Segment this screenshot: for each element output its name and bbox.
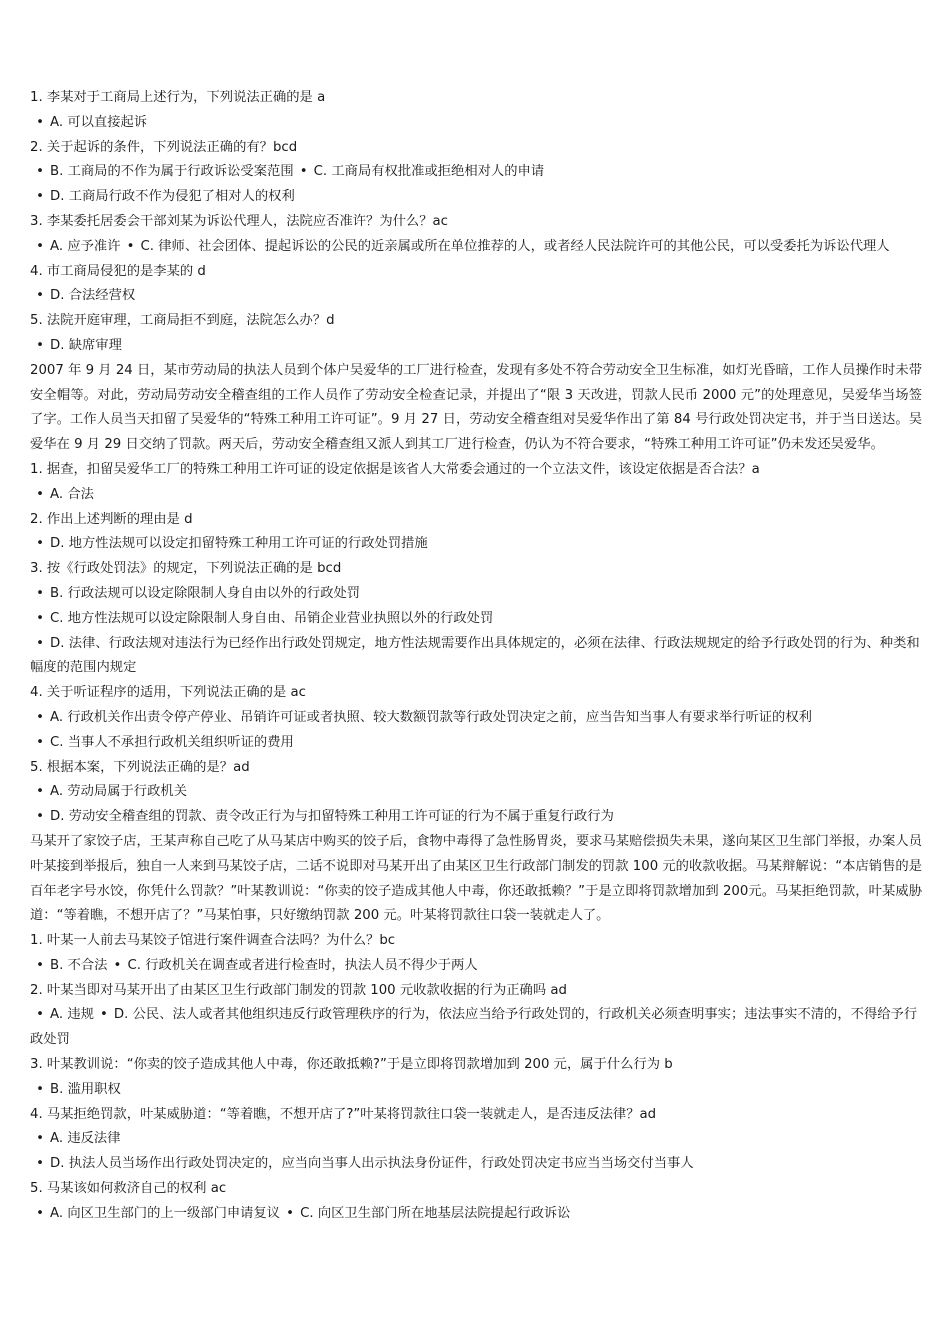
answer-option-line [30, 284, 922, 309]
bullet-icon: • [36, 809, 44, 825]
bullet-icon: • [126, 238, 135, 254]
question-text: 2. 作出上述判断的理由是 d [30, 511, 193, 527]
answer-option-text: A. 违规 [50, 1007, 94, 1023]
bullet-icon: • [100, 1007, 108, 1023]
question-line [30, 681, 922, 706]
question-line [30, 260, 922, 285]
question-line [30, 979, 922, 1004]
bullet-icon: • [36, 585, 44, 601]
bullet-icon: • [36, 486, 44, 502]
answer-option-line [30, 1127, 922, 1152]
question-line [30, 210, 922, 235]
question-text: 3. 按《行政处罚法》的规定，下列说法正确的是 bcd [30, 561, 342, 577]
answer-option-text: C. 地方性法规可以设定除限制人身自由、吊销企业营业执照以外的行政处罚 [50, 610, 494, 626]
question-line [30, 458, 922, 483]
answer-option-line [30, 632, 922, 682]
bullet-icon: • [36, 238, 44, 254]
bullet-icon: • [299, 164, 308, 180]
bullet-icon: • [36, 189, 44, 205]
answer-option-line [30, 780, 922, 805]
bullet-icon: • [36, 164, 44, 180]
bullet-icon: • [36, 709, 44, 725]
answer-option-line [30, 706, 922, 731]
case-paragraph [30, 359, 922, 458]
bullet-icon: • [36, 1131, 44, 1147]
question-text: 1. 据查，扣留吴爱华工厂的特殊工种用工许可证的设定依据是该省人大常委会通过的一个立法文件，该设定依据是否合法？a [30, 461, 760, 477]
answer-option-line [30, 607, 922, 632]
answer-option-text: D. 缺席审理 [50, 337, 122, 353]
bullet-icon: • [36, 1007, 44, 1023]
answer-option-line [30, 1202, 922, 1227]
answer-option-text: A. 向区卫生部门的上一级部门申请复议 [50, 1205, 281, 1221]
answer-option-text: C. 律师、社会团体、提起诉讼的公民的近亲属或所在单位推荐的人，或者经人民法院许可的其他公民，可以受委托为诉讼代理人 [140, 238, 890, 254]
answer-option-text: A. 违反法律 [50, 1131, 121, 1147]
question-text: 4. 关于听证程序的适用，下列说法正确的是 ac [30, 685, 306, 701]
question-line [30, 1103, 922, 1128]
bullet-icon: • [36, 610, 44, 626]
question-text: 2. 叶某当即对马某开出了由某区卫生行政部门制发的罚款 100 元收款收据的行为正确吗 ad [30, 982, 567, 998]
bullet-icon: • [36, 957, 44, 973]
answer-option-line [30, 532, 922, 557]
question-text: 4. 马某拒绝罚款，叶某威胁道：“等着瞧，不想开店了?”叶某将罚款往口袋一装就走人，是否违反法律？ad [30, 1106, 657, 1122]
question-text: 3. 叶某教训说：“你卖的饺子造成其他人中毒，你还敢抵赖?”于是立即将罚款增加到 200 元，属于什么行为 b [30, 1057, 673, 1073]
answer-option-text: B. 行政法规可以设定除限制人身自由以外的行政处罚 [50, 585, 361, 601]
question-line [30, 508, 922, 533]
answer-option-text: D. 工商局行政不作为侵犯了相对人的权利 [50, 189, 295, 205]
question-text: 2. 关于起诉的条件，下列说法正确的有？bcd [30, 139, 298, 155]
question-text: 3. 李某委托居委会干部刘某为诉讼代理人，法院应否准许？为什么？ac [30, 213, 448, 229]
answer-option-text: A. 劳动局属于行政机关 [50, 784, 187, 800]
answer-option-line [30, 235, 922, 260]
bullet-icon: • [36, 734, 44, 750]
bullet-icon: • [36, 1081, 44, 1097]
answer-option-text: D. 执法人员当场作出行政处罚决定的，应当向当事人出示执法身份证件，行政处罚决定书应当当场交付当事人 [50, 1156, 694, 1172]
answer-option-line [30, 185, 922, 210]
answer-option-text: B. 滥用职权 [50, 1081, 121, 1097]
bullet-icon: • [36, 1205, 44, 1221]
answer-option-line [30, 731, 922, 756]
question-line [30, 756, 922, 781]
question-line [30, 309, 922, 334]
bullet-icon: • [113, 957, 122, 973]
bullet-icon: • [36, 784, 44, 800]
answer-option-line [30, 954, 922, 979]
question-text: 1. 叶某一人前去马某饺子馆进行案件调查合法吗？为什么？bc [30, 933, 396, 949]
question-line [30, 1177, 922, 1202]
answer-option-line [30, 1003, 922, 1053]
question-text: 5. 法院开庭审理，工商局拒不到庭，法院怎么办？d [30, 313, 335, 329]
bullet-icon: • [36, 635, 44, 651]
question-line [30, 929, 922, 954]
answer-option-text: B. 工商局的不作为属于行政诉讼受案范围 [50, 164, 294, 180]
case-paragraph [30, 830, 922, 929]
answer-option-text: C. 向区卫生部门所在地基层法院提起行政诉讼 [300, 1205, 571, 1221]
question-line [30, 86, 922, 111]
bullet-icon: • [36, 1156, 44, 1172]
answer-option-text: D. 地方性法规可以设定扣留特殊工种用工许可证的行政处罚措施 [50, 536, 428, 552]
answer-option-text: C. 当事人不承担行政机关组织听证的费用 [50, 734, 294, 750]
answer-option-text: C. 工商局有权批准或拒绝相对人的申请 [313, 164, 545, 180]
answer-option-text: D. 劳动安全稽查组的罚款、责令改正行为与扣留特殊工种用工许可证的行为不属于重复行政行为 [50, 809, 614, 825]
question-text: 5. 马某该如何救济自己的权利 ac [30, 1181, 227, 1197]
bullet-icon: • [36, 536, 44, 552]
bullet-icon: • [36, 288, 44, 304]
answer-option-text: D. 公民、法人或者其他组织违反行政管理秩序的行为，依法应当给予行政处罚的，行政机关必须查明事实；违法事实不清的，不得给予行政处罚 [30, 1007, 918, 1048]
question-line [30, 557, 922, 582]
answer-option-text: A. 行政机关作出责令停产停业、吊销许可证或者执照、较大数额罚款等行政处罚决定之前，应当告知当事人有要求举行听证的权利 [50, 709, 812, 725]
answer-option-line [30, 334, 922, 359]
case-text: 2007 年 9 月 24 日，某市劳动局的执法人员到个体户吴爱华的工厂进行检查，发现有多处不符合劳动安全卫生标准，如灯光昏暗，工作人员操作时未带安全帽等。对此，劳动局劳动安全稽查组的工作人员作了劳动安全检查记录，并提出了“限 3 天改进，罚款人民币 2000 元”的处理意见，吴爱华当场签了字。工作人员当天扣留了吴爱华的“特殊工种用工许可证”。9 月 27 日，劳动安全稽查组对吴爱华作出了第 84 号行政处罚决定书，并于当日送达。吴爱华在 9 月 29 日交纳了罚款。两天后，劳动安全稽查组又派人到其工厂进行检查，仍认为不符合要求，“特殊工种用工许可证”仍未发还吴爱华。 [30, 362, 922, 453]
bullet-icon: • [36, 114, 44, 130]
bullet-icon: • [286, 1205, 294, 1221]
document-body [30, 86, 922, 1227]
answer-option-line [30, 805, 922, 830]
answer-option-line [30, 1078, 922, 1103]
bullet-icon: • [36, 337, 44, 353]
question-text: 4. 市工商局侵犯的是李某的 d [30, 263, 206, 279]
answer-option-text: A. 合法 [50, 486, 94, 502]
answer-option-line [30, 483, 922, 508]
answer-option-line [30, 1152, 922, 1177]
answer-option-line [30, 160, 922, 185]
answer-option-text: A. 可以直接起诉 [50, 114, 148, 130]
question-line [30, 1053, 922, 1078]
question-line [30, 136, 922, 161]
answer-option-text: C. 行政机关在调查或者进行检查时，执法人员不得少于两人 [127, 957, 478, 973]
question-text: 5. 根据本案，下列说法正确的是？ad [30, 759, 250, 775]
case-text: 马某开了家饺子店，王某声称自己吃了从马某店中购买的饺子后，食物中毒得了急性肠胃炎，要求马某赔偿损失未果，遂向某区卫生部门举报，办案人员叶某接到举报后，独自一人来到马某饺子店，二话不说即对马某开出了由某区卫生行政部门制发的罚款 100 元的收款收据。马某辩解说：“本店销售的是百年老字号水饺，你凭什么罚款？”叶某教训说：“你卖的饺子造成其他人中毒，你还敢抵赖？”于是立即将罚款增加到 200元。马某拒绝罚款，叶某威胁道：“等着瞧，不想开店了？”马某怕事，只好缴纳罚款 200 元。叶某将罚款往口袋一装就走人了。 [30, 833, 922, 924]
answer-option-text: D. 合法经营权 [50, 288, 136, 304]
answer-option-line [30, 111, 922, 136]
answer-option-text: B. 不合法 [50, 957, 108, 973]
answer-option-line [30, 582, 922, 607]
answer-option-text: A. 应予准许 [50, 238, 121, 254]
answer-option-text: D. 法律、行政法规对违法行为已经作出行政处罚规定，地方性法规需要作出具体规定的，必须在法律、行政法规规定的给予行政处罚的行为、种类和幅度的范围内规定 [30, 635, 920, 676]
question-text: 1. 李某对于工商局上述行为，下列说法正确的是 a [30, 90, 326, 105]
